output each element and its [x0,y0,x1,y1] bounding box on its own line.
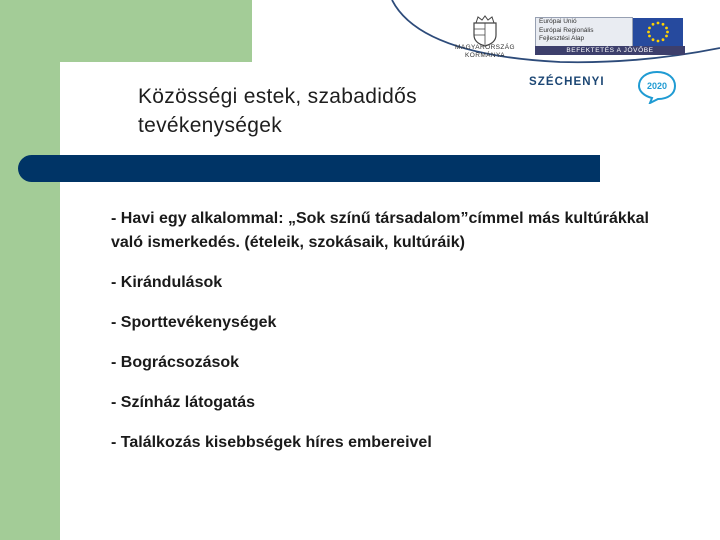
szechenyi-year: 2020 [646,81,668,91]
hungary-crest-icon [470,15,500,47]
list-item: - Havi egy alkalommal: „Sok színű társadalom”címmel más kultúrákkal való ismerkedés. (ételeik, szokásaik, kultúráik) [111,210,649,251]
left-green-band [0,0,60,540]
list-item: - Színház látogatás [111,394,256,411]
eu-fund-label: Európai Unió Európai Regionális Fejlesztési Alap [539,18,594,42]
eu-flag-icon [633,18,683,46]
list-item: - Találkozás kisebbségek híres embereivel [111,434,432,451]
szechenyi-bubble-icon [637,70,677,104]
szechenyi-logo-text: SZÉCHENYI [529,76,605,88]
bullet-list [111,207,671,471]
title-underline-bar [18,155,600,182]
government-label: MAGYARORSZÁG KORMÁNYA [455,44,515,59]
list-item: - Kirándulások [111,274,223,291]
list-item: - Sporttevékenységek [111,314,277,331]
list-item: - Bográcsozások [111,354,240,371]
eu-footer-banner: BEFEKTETÉS A JÖVŐBE [535,46,685,55]
slide-title: Közösségi estek, szabadidős tevékenységek [138,85,417,137]
